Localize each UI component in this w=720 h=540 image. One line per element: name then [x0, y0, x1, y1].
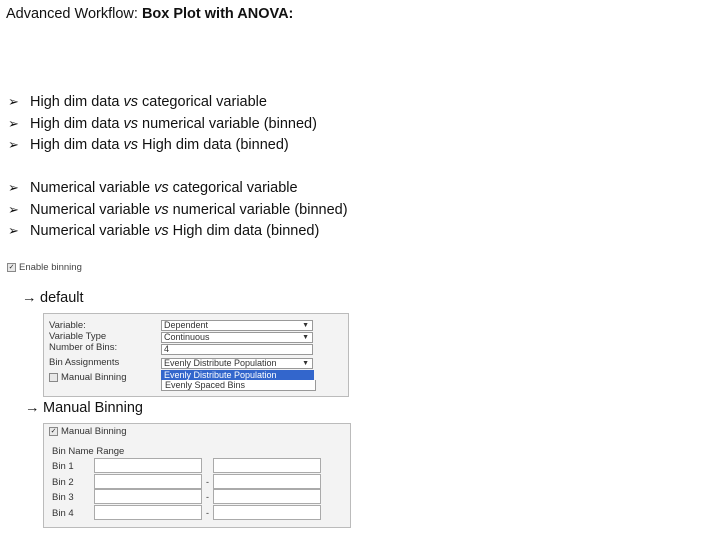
enable-binning-checkbox[interactable]: ✓: [8, 263, 15, 271]
page-title: [6, 6, 293, 22]
bullet-group-numerical: [8, 177, 348, 242]
arrow-bullet-icon: ➢: [8, 115, 19, 131]
bin-assignments-select[interactable]: Evenly Distribute Population ▼: [161, 358, 313, 369]
range-dash: -: [206, 492, 209, 502]
title-bold: Box Plot with ANOVA:: [141, 6, 294, 22]
variable-select[interactable]: Dependent ▼: [161, 320, 313, 331]
bin-name-input[interactable]: [94, 458, 202, 473]
arrow-bullet-icon: ➢: [8, 94, 19, 109]
manual-binning-checkbox[interactable]: ✓: [50, 427, 57, 435]
right-arrow-icon: →: [22, 290, 37, 306]
chevron-down-icon: ▼: [302, 322, 309, 329]
bin-table-header: Bin Name Range: [52, 446, 125, 457]
bin-range-input[interactable]: [213, 458, 321, 473]
arrow-bullet-icon: ➢: [8, 180, 19, 195]
chevron-down-icon: ▼: [302, 360, 309, 367]
range-dash: -: [206, 508, 209, 518]
bin-name-input[interactable]: [94, 505, 202, 520]
variable-type-select[interactable]: Continuous ▼: [161, 332, 313, 343]
chevron-down-icon: ▼: [302, 334, 309, 341]
num-bins-label: Number of Bins:: [49, 342, 118, 353]
variable-type-label: Variable Type: [49, 331, 107, 342]
arrow-bullet-icon: ➢: [8, 223, 19, 238]
arrow-bullet-icon: ➢: [8, 137, 19, 152]
manual-binning-heading: → Manual Binning: [25, 400, 143, 416]
bullet-item: ➢ High dim data vs categorical variable: [8, 91, 317, 113]
default-binning-panel: [43, 313, 349, 397]
bin-assignments-label: Bin Assignments: [49, 357, 120, 368]
num-bins-input[interactable]: 4: [161, 344, 313, 355]
bullet-group-high-dim: [8, 91, 317, 156]
right-arrow-icon: →: [25, 400, 40, 416]
bin-name-input[interactable]: [94, 474, 202, 489]
bullet-item: ➢ Numerical variable vs categorical variable: [8, 177, 348, 199]
manual-binning-panel: [43, 423, 351, 528]
bullet-item: ➢ Numerical variable vs High dim data (binned): [8, 220, 348, 242]
variable-label: Variable:: [49, 320, 86, 331]
default-heading: → default: [22, 290, 84, 306]
bullet-item: ➢ High dim data vs numerical variable (binned): [8, 113, 317, 135]
enable-binning-label: Enable binning: [19, 262, 82, 273]
manual-binning-option[interactable]: Manual Binning: [49, 372, 127, 383]
title-prefix: Advanced Workflow:: [6, 6, 142, 22]
dropdown-option[interactable]: Evenly Distribute Population: [161, 370, 314, 380]
enable-binning-row: [7, 262, 82, 273]
bullet-item: ➢ High dim data vs High dim data (binned): [8, 134, 317, 156]
manual-binning-checkbox[interactable]: [49, 373, 58, 382]
bin-range-input[interactable]: [213, 474, 321, 489]
bin-label: Bin 1: [52, 461, 74, 472]
dropdown-option[interactable]: Evenly Spaced Bins: [161, 380, 316, 391]
manual-binning-option[interactable]: ✓ Manual Binning: [50, 426, 127, 437]
range-dash: -: [206, 477, 209, 487]
arrow-bullet-icon: ➢: [8, 201, 19, 217]
bin-label: Bin 3: [52, 492, 74, 503]
bin-range-input[interactable]: [213, 505, 321, 520]
bin-label: Bin 2: [52, 477, 74, 488]
bin-name-input[interactable]: [94, 489, 202, 504]
bullet-item: ➢ Numerical variable vs numerical variable (binned): [8, 199, 348, 221]
bin-range-input[interactable]: [213, 489, 321, 504]
bin-label: Bin 4: [52, 508, 74, 519]
